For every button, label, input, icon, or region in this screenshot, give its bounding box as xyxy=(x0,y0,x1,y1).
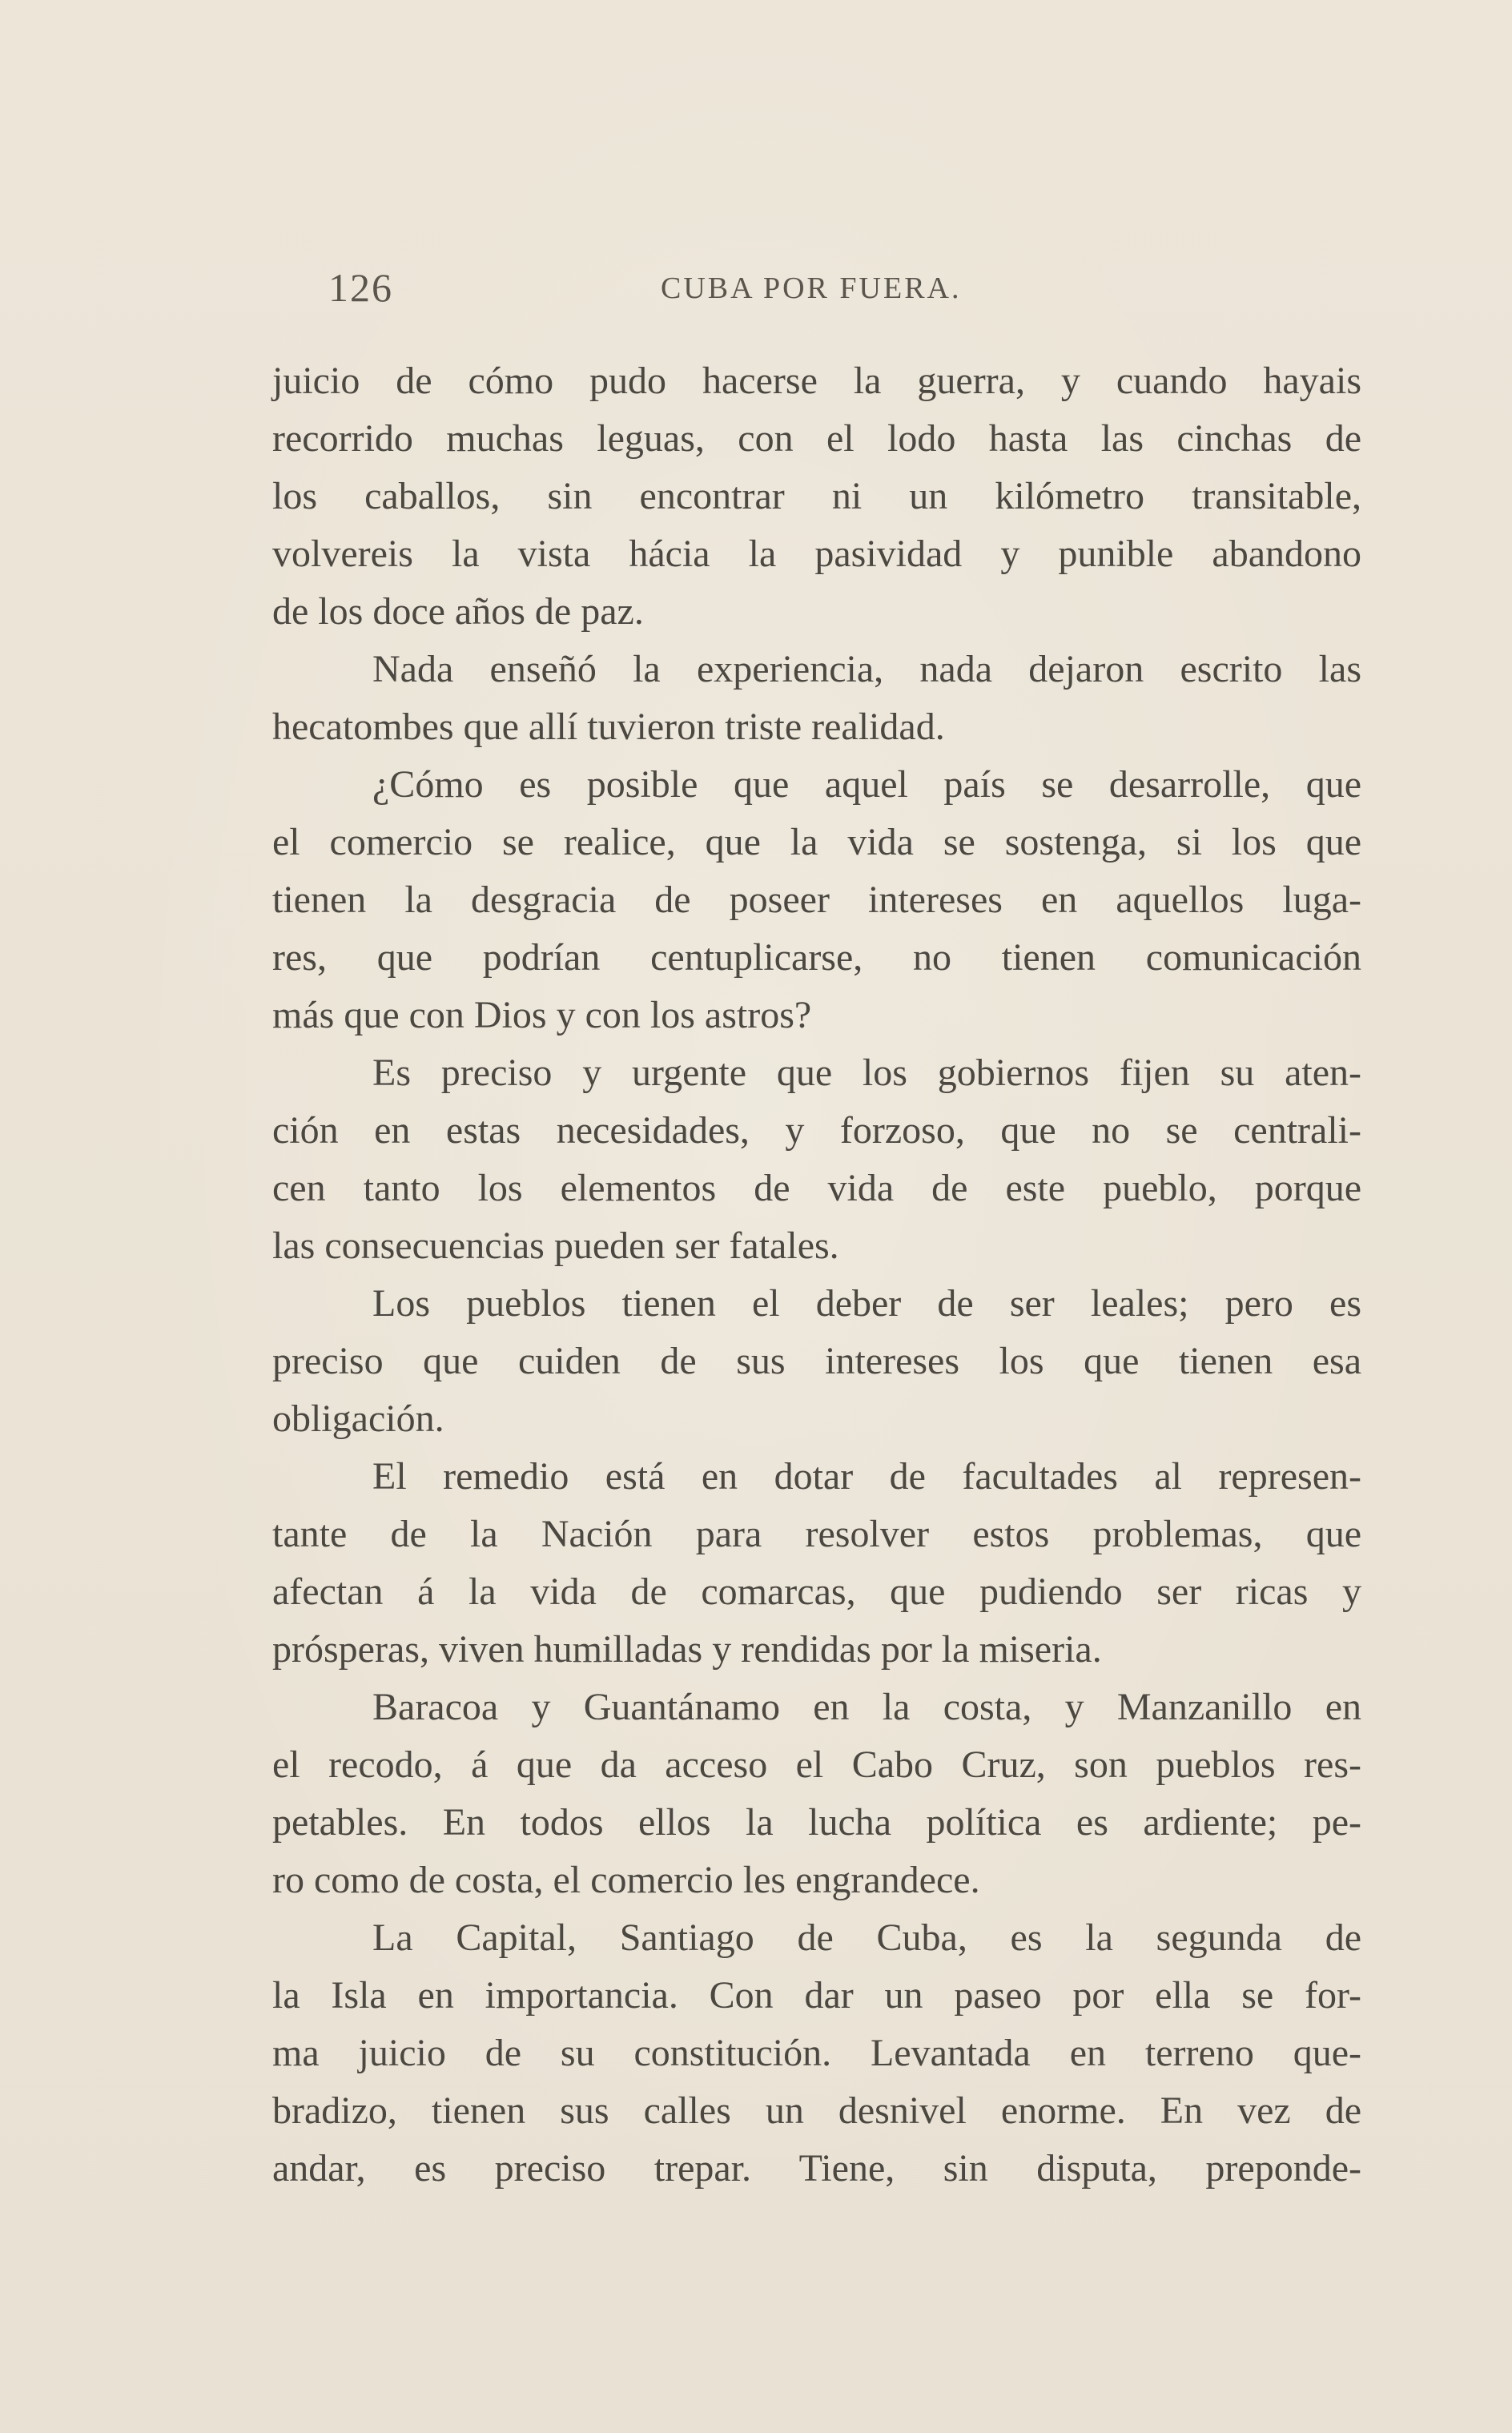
text-line: ción en estas necesidades, y forzoso, que no se centrali- xyxy=(272,1109,1361,1152)
page-header xyxy=(272,264,1361,320)
text-line: La Capital, Santiago de Cuba, es la segunda de xyxy=(372,1916,1361,1959)
text-line: hecatombes que allí tuvieron triste realidad. xyxy=(272,706,945,748)
text-line: obligación. xyxy=(272,1397,444,1440)
text-line: volvereis la vista hácia la pasividad y punible abandono xyxy=(272,533,1361,575)
text-line: ¿Cómo es posible que aquel país se desarrolle, que xyxy=(372,763,1361,806)
text-line: El remedio está en dotar de facultades al represen- xyxy=(372,1455,1361,1498)
text-line: recorrido muchas leguas, con el lodo hasta las cinchas de xyxy=(272,417,1361,460)
text-line: andar, es preciso trepar. Tiene, sin disputa, preponde- xyxy=(272,2147,1361,2190)
text-line: preciso que cuiden de sus intereses los que tienen esa xyxy=(272,1340,1361,1382)
text-line: Es preciso y urgente que los gobiernos fijen su aten- xyxy=(372,1052,1361,1094)
text-line: la Isla en importancia. Con dar un paseo por ella se for- xyxy=(272,1974,1361,2017)
body-text xyxy=(272,352,1361,2198)
text-line: bradizo, tienen sus calles un desnivel enorme. En vez de xyxy=(272,2089,1361,2132)
text-line: de los doce años de paz. xyxy=(272,590,644,633)
text-line: Baracoa y Guantánamo en la costa, y Manzanillo en xyxy=(372,1686,1361,1728)
text-line: afectan á la vida de comarcas, que pudiendo ser ricas y xyxy=(272,1570,1361,1613)
text-line: petables. En todos ellos la lucha política es ardiente; pe- xyxy=(272,1801,1361,1844)
text-line: los caballos, sin encontrar ni un kilómetro transitable, xyxy=(272,475,1361,517)
text-line: más que con Dios y con los astros? xyxy=(272,994,812,1036)
running-title: CUBA POR FUERA. xyxy=(661,271,962,305)
text-line: cen tanto los elementos de vida de este pueblo, porque xyxy=(272,1167,1361,1209)
text-line: juicio de cómo pudo hacerse la guerra, y cuando hayais xyxy=(272,360,1361,402)
text-line: tienen la desgracia de poseer intereses en aquellos luga- xyxy=(272,879,1361,921)
text-line: las consecuencias pueden ser fatales. xyxy=(272,1225,839,1267)
text-line: tante de la Nación para resolver estos problemas, que xyxy=(272,1513,1361,1555)
text-line: el recodo, á que da acceso el Cabo Cruz, son pueblos res- xyxy=(272,1743,1361,1786)
text-line: ma juicio de su constitución. Levantada en terreno que- xyxy=(272,2032,1361,2074)
text-line: ro como de costa, el comercio les engrandece. xyxy=(272,1859,980,1901)
text-line: el comercio se realice, que la vida se sostenga, si los que xyxy=(272,821,1361,863)
page-number: 126 xyxy=(328,265,393,310)
text-line: res, que podrían centuplicarse, no tienen comunicación xyxy=(272,936,1361,979)
text-line: Nada enseñó la experiencia, nada dejaron escrito las xyxy=(372,648,1361,690)
text-line: prósperas, viven humilladas y rendidas por la miseria. xyxy=(272,1628,1102,1671)
text-line: Los pueblos tienen el deber de ser leales; pero es xyxy=(372,1282,1361,1325)
